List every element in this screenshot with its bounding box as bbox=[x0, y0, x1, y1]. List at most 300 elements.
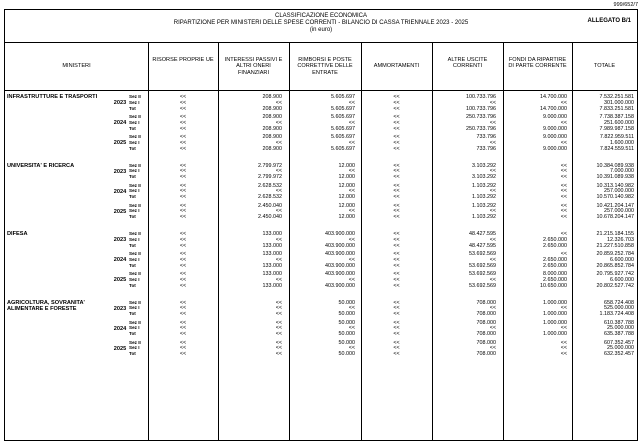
table-cell: << bbox=[179, 202, 187, 209]
row-type: Sez II bbox=[129, 231, 141, 236]
table-cell: << bbox=[393, 231, 400, 237]
table-cell: 403.900.000 bbox=[325, 231, 355, 237]
row-type: Sez I bbox=[129, 236, 140, 242]
table-cell: 12.000 bbox=[338, 174, 355, 181]
table-cell: 12.000 bbox=[338, 214, 355, 221]
table-cell: << bbox=[348, 99, 355, 106]
table-cell: 2.450.040 bbox=[258, 214, 282, 221]
ministry-name: DIFESA bbox=[7, 231, 28, 237]
table-cell: 133.000 bbox=[262, 262, 282, 269]
table-cell: << bbox=[179, 162, 187, 169]
table-cell: 607.352.457 bbox=[604, 339, 634, 346]
table-cell: << bbox=[560, 99, 567, 106]
table-cell: << bbox=[393, 299, 400, 306]
table-cell: << bbox=[179, 214, 187, 221]
table-cell: 1.103.292 bbox=[472, 214, 496, 221]
table-cell: << bbox=[393, 256, 400, 263]
table-cell: << bbox=[275, 339, 282, 346]
col-header-risorse: RISORSE PROPRIE UE bbox=[152, 57, 214, 63]
table-cell: << bbox=[179, 231, 187, 237]
table-cell: << bbox=[275, 351, 282, 358]
table-cell: << bbox=[560, 182, 567, 189]
table-cell: 10.650.000 bbox=[540, 282, 567, 289]
table-cell: << bbox=[489, 345, 496, 352]
table-cell: 208.900 bbox=[262, 125, 282, 132]
table-cell: << bbox=[560, 139, 567, 146]
row-type: Sez I bbox=[129, 168, 140, 174]
allegato-label: ALLEGATO B/1 bbox=[587, 18, 631, 24]
table-cell: << bbox=[393, 242, 400, 249]
table-cell: 9.000.000 bbox=[543, 134, 567, 140]
table-cell: 208.900 bbox=[262, 94, 282, 100]
table-cell: << bbox=[560, 119, 567, 126]
table-cell: 5.605.697 bbox=[331, 94, 355, 100]
table-cell: 53.692.569 bbox=[469, 271, 496, 277]
row-type: Tot bbox=[129, 262, 136, 268]
table-cell: 208.900 bbox=[262, 114, 282, 120]
table-cell: << bbox=[275, 188, 282, 195]
table-cell: << bbox=[489, 256, 496, 263]
table-cell: 708.000 bbox=[476, 339, 496, 346]
table-cell: 20.865.852.784 bbox=[596, 262, 634, 269]
table-cell: << bbox=[393, 271, 400, 277]
table-cell: 12.000 bbox=[338, 162, 355, 169]
table-cell: << bbox=[393, 174, 400, 181]
year-label: 2023 bbox=[113, 100, 127, 107]
table-cell: 5.605.697 bbox=[331, 125, 355, 132]
row-type: Tot bbox=[129, 194, 136, 200]
table-cell: 251.600.000 bbox=[604, 119, 634, 126]
table-cell: << bbox=[393, 139, 400, 146]
table-cell: << bbox=[179, 339, 187, 346]
table-cell: << bbox=[560, 194, 567, 201]
row-type: Sez II bbox=[129, 94, 141, 99]
table-cell: << bbox=[275, 276, 282, 283]
year-label: 2025 bbox=[113, 277, 127, 284]
table-cell: << bbox=[179, 114, 187, 120]
ministry-name: INFRASTRUTTURE E TRASPORTI bbox=[7, 94, 98, 100]
table-cell: << bbox=[179, 194, 187, 201]
table-cell: << bbox=[560, 351, 567, 358]
table-cell: 7.738.387.158 bbox=[599, 114, 634, 120]
table-cell: 733.796 bbox=[476, 134, 496, 140]
table-cell: << bbox=[179, 242, 187, 249]
row-type: Sez II bbox=[129, 114, 141, 119]
year-label: 2024 bbox=[113, 257, 127, 264]
table-cell: 20.859.252.784 bbox=[596, 251, 634, 257]
table-cell: << bbox=[393, 125, 400, 132]
table-cell: 53.692.569 bbox=[469, 282, 496, 289]
col-header-ministeri: MINISTERI bbox=[62, 63, 91, 70]
table-cell: 1.600.000 bbox=[610, 139, 634, 146]
table-cell: << bbox=[348, 256, 355, 263]
row-type: Sez I bbox=[129, 188, 140, 194]
col-header-ammortamenti: AMMORTAMENTI bbox=[373, 63, 420, 70]
table-cell: << bbox=[393, 202, 400, 209]
table-cell: 7.532.251.581 bbox=[599, 94, 634, 100]
table-cell: 10.384.089.938 bbox=[596, 162, 634, 169]
table-cell: << bbox=[393, 262, 400, 269]
table-cell: << bbox=[560, 339, 567, 346]
table-cell: 10.391.089.938 bbox=[596, 174, 634, 181]
table-cell: << bbox=[179, 305, 187, 312]
table-cell: << bbox=[179, 271, 187, 277]
table-cell: 1.000.000 bbox=[543, 311, 567, 318]
table-cell: << bbox=[393, 94, 400, 100]
table-cell: 100.733.796 bbox=[466, 94, 496, 100]
row-type: Sez II bbox=[129, 182, 141, 188]
table-cell: 708.000 bbox=[476, 351, 496, 358]
ministry-name: UNIVERSITA' E RICERCA bbox=[7, 162, 75, 169]
table-cell: 133.000 bbox=[262, 251, 282, 257]
table-cell: << bbox=[560, 188, 567, 195]
col-header-totale: TOTALE bbox=[593, 63, 616, 70]
table-cell: << bbox=[489, 99, 496, 106]
table-cell: << bbox=[489, 208, 496, 215]
table-cell: 632.352.457 bbox=[604, 351, 634, 358]
table-cell: 50.000 bbox=[338, 311, 355, 318]
row-type: Sez II bbox=[129, 319, 141, 325]
table-cell: << bbox=[275, 345, 282, 352]
table-cell: 3.103.292 bbox=[472, 174, 496, 181]
table-cell: 100.733.796 bbox=[466, 105, 496, 112]
table-cell: << bbox=[179, 99, 187, 106]
row-type: Sez I bbox=[129, 99, 140, 105]
table-cell: 8.000.000 bbox=[543, 271, 567, 277]
table-cell: 10.421.204.147 bbox=[596, 202, 634, 209]
row-type: Sez II bbox=[129, 299, 141, 305]
table-cell: << bbox=[179, 311, 187, 318]
table-cell: << bbox=[393, 114, 400, 120]
table-cell: << bbox=[489, 325, 496, 332]
table-cell: 2.799.972 bbox=[258, 162, 282, 169]
table-cell: 5.605.697 bbox=[331, 145, 355, 152]
table-cell: << bbox=[179, 251, 187, 257]
table-cell: << bbox=[393, 208, 400, 215]
table-cell: << bbox=[275, 99, 282, 106]
table-cell: << bbox=[348, 305, 355, 312]
year-label: 2024 bbox=[113, 188, 127, 195]
table-cell: << bbox=[393, 351, 400, 358]
table-cell: 1.103.292 bbox=[472, 202, 496, 209]
table-cell: 12.000 bbox=[338, 202, 355, 209]
table-cell: << bbox=[393, 339, 400, 346]
year-label: 2025 bbox=[113, 140, 127, 147]
table-cell: 48.427.595 bbox=[469, 242, 496, 249]
row-type: Sez I bbox=[129, 256, 140, 262]
table-cell: << bbox=[393, 251, 400, 257]
table-cell: 133.000 bbox=[262, 271, 282, 277]
table-cell: 133.000 bbox=[262, 242, 282, 249]
header-subtitle: RIPARTIZIONE PER MINISTERI DELLE SPESE CORRENTI - BILANCIO DI CASSA TRIENNALE 2023 - 2025 bbox=[173, 20, 469, 26]
table-cell: 2.628.532 bbox=[258, 182, 282, 189]
table-cell: 1.000.000 bbox=[543, 331, 567, 338]
row-type: Sez I bbox=[129, 345, 140, 351]
table-cell: << bbox=[393, 319, 400, 326]
row-type: Sez II bbox=[129, 271, 141, 276]
table-cell: << bbox=[393, 162, 400, 169]
table-cell: << bbox=[179, 139, 187, 146]
table-cell: 133.000 bbox=[262, 231, 282, 237]
year-label: 2025 bbox=[113, 345, 127, 352]
col-header-rimborsi: RIMBORSI E POSTE CORRETTIVE DELLE ENTRATE bbox=[297, 57, 353, 76]
table-cell: 257.000.000 bbox=[604, 208, 634, 215]
table-cell: << bbox=[560, 345, 567, 352]
table-cell: 3.103.292 bbox=[472, 162, 496, 169]
table-cell: 610.387.788 bbox=[604, 319, 634, 326]
table-cell: << bbox=[179, 174, 187, 181]
table-cell: << bbox=[179, 208, 187, 215]
table-cell: << bbox=[179, 262, 187, 269]
table-cell: << bbox=[179, 276, 187, 283]
table-cell: << bbox=[348, 276, 355, 283]
table-cell: 12.326.703 bbox=[607, 236, 634, 243]
table-cell: << bbox=[393, 282, 400, 289]
table-cell: << bbox=[179, 299, 187, 306]
table-cell: 12.000 bbox=[338, 194, 355, 201]
table-cell: 50.000 bbox=[338, 319, 355, 326]
header-bottom-rule bbox=[5, 90, 637, 91]
table-cell: << bbox=[560, 325, 567, 332]
row-type: Tot bbox=[129, 282, 136, 288]
table-cell: 301.000.000 bbox=[604, 99, 634, 106]
table-cell: 1.103.292 bbox=[472, 182, 496, 189]
table-cell: << bbox=[393, 99, 400, 106]
table-cell: << bbox=[489, 188, 496, 195]
row-type: Tot bbox=[129, 125, 136, 131]
row-type: Tot bbox=[129, 214, 136, 220]
table-cell: 708.000 bbox=[476, 319, 496, 326]
table-cell: << bbox=[489, 236, 496, 243]
table-cell: 6.600.000 bbox=[610, 276, 634, 283]
table-cell: << bbox=[560, 208, 567, 215]
table-cell: << bbox=[393, 194, 400, 201]
table-cell: 2.450.040 bbox=[258, 202, 282, 209]
table-cell: << bbox=[393, 311, 400, 318]
table-cell: 53.692.569 bbox=[469, 251, 496, 257]
table-cell: 1.183.724.408 bbox=[599, 311, 634, 318]
table-cell: << bbox=[393, 236, 400, 243]
table-cell: 6.600.000 bbox=[610, 256, 634, 263]
table-cell: 7.833.251.581 bbox=[599, 105, 634, 112]
table-cell: 403.900.000 bbox=[325, 251, 355, 257]
table-cell: << bbox=[275, 305, 282, 312]
table-cell: << bbox=[179, 236, 187, 243]
table-cell: 5.605.697 bbox=[331, 105, 355, 112]
table-cell: 5.605.697 bbox=[331, 134, 355, 140]
table-cell: 7.000.000 bbox=[610, 168, 634, 175]
table-cell: << bbox=[275, 325, 282, 332]
table-cell: << bbox=[179, 331, 187, 338]
table-cell: << bbox=[348, 168, 355, 175]
table-cell: << bbox=[179, 168, 187, 175]
col-header-altre: ALTRE USCITE CORRENTI bbox=[447, 57, 488, 70]
header-units: (in euro) bbox=[309, 27, 333, 33]
table-cell: 50.000 bbox=[338, 351, 355, 358]
table-cell: 133.000 bbox=[262, 282, 282, 289]
table-cell: << bbox=[179, 319, 187, 326]
table-cell: 635.387.788 bbox=[604, 331, 634, 338]
row-type: Sez I bbox=[129, 139, 140, 145]
table-cell: << bbox=[489, 305, 496, 312]
table-cell: 7.822.959.511 bbox=[599, 134, 634, 140]
table-cell: 10.313.140.982 bbox=[596, 182, 634, 189]
table-cell: 1.000.000 bbox=[543, 319, 567, 326]
table-cell: 2.650.000 bbox=[543, 242, 567, 249]
table-cell: << bbox=[393, 188, 400, 195]
table-cell: 10.678.204.147 bbox=[596, 214, 634, 221]
table-cell: << bbox=[560, 202, 567, 209]
table-cell: << bbox=[179, 145, 187, 152]
table-cell: 403.900.000 bbox=[325, 242, 355, 249]
table-cell: << bbox=[179, 256, 187, 263]
header-title: CLASSIFICAZIONE ECONOMICA bbox=[274, 13, 367, 19]
table-cell: 2.650.000 bbox=[543, 262, 567, 269]
table-cell: 14.700.000 bbox=[540, 105, 567, 112]
table-cell: << bbox=[489, 139, 496, 146]
table-cell: << bbox=[179, 134, 187, 140]
table-cell: 50.000 bbox=[338, 299, 355, 306]
table-cell: 5.605.697 bbox=[331, 114, 355, 120]
table-cell: 7.989.987.158 bbox=[599, 125, 634, 132]
table-cell: << bbox=[393, 182, 400, 189]
table-cell: << bbox=[489, 168, 496, 175]
col-header-interessi: INTERESSI PASSIVI E ALTRI ONERI FINANZIARI bbox=[224, 57, 283, 76]
row-type: Tot bbox=[129, 331, 136, 337]
table-cell: << bbox=[393, 119, 400, 126]
table-cell: 50.000 bbox=[338, 339, 355, 346]
table-cell: << bbox=[348, 119, 355, 126]
row-type: Sez I bbox=[129, 305, 140, 311]
table-cell: << bbox=[393, 325, 400, 332]
table-cell: 21.227.510.858 bbox=[596, 242, 634, 249]
table-cell: 733.796 bbox=[476, 145, 496, 152]
row-type: Sez I bbox=[129, 276, 140, 282]
table-cell: << bbox=[179, 182, 187, 189]
table-cell: << bbox=[560, 162, 567, 169]
ministry-name: AGRICOLTURA, SOVRANITA' ALIMENTARE E FORESTE bbox=[7, 299, 85, 312]
row-type: Sez I bbox=[129, 119, 140, 125]
row-type: Sez I bbox=[129, 208, 140, 214]
table-cell: 7.824.559.511 bbox=[599, 145, 634, 152]
table-cell: << bbox=[393, 214, 400, 221]
table-cell: 403.900.000 bbox=[325, 282, 355, 289]
table-cell: 21.215.184.155 bbox=[596, 231, 634, 237]
table-cell: << bbox=[393, 134, 400, 140]
row-type: Sez II bbox=[129, 339, 141, 345]
row-type: Sez II bbox=[129, 162, 141, 168]
table-cell: 50.000 bbox=[338, 331, 355, 338]
table-cell: << bbox=[179, 325, 187, 332]
table-cell: << bbox=[560, 305, 567, 312]
table-cell: 20.795.927.742 bbox=[596, 271, 634, 277]
table-cell: << bbox=[275, 299, 282, 306]
table-cell: << bbox=[348, 188, 355, 195]
year-label: 2023 bbox=[113, 305, 127, 312]
row-type: Tot bbox=[129, 145, 136, 151]
row-type: Tot bbox=[129, 311, 136, 317]
document-id: 999/652/7 bbox=[613, 2, 638, 8]
col-header-fondi: FONDI DA RIPARTIRE DI PARTE CORRENTE bbox=[508, 57, 567, 70]
table-cell: 9.000.000 bbox=[543, 125, 567, 132]
table-cell: << bbox=[393, 105, 400, 112]
table-cell: 208.900 bbox=[262, 105, 282, 112]
table-cell: << bbox=[489, 119, 496, 126]
table-cell: 403.900.000 bbox=[325, 271, 355, 277]
table-cell: << bbox=[179, 188, 187, 195]
table-cell: << bbox=[275, 319, 282, 326]
table-cell: << bbox=[275, 331, 282, 338]
table-cell: 250.733.796 bbox=[466, 125, 496, 132]
row-type: Sez II bbox=[129, 251, 141, 256]
table-cell: << bbox=[275, 139, 282, 146]
table-cell: 1.000.000 bbox=[543, 299, 567, 306]
table-cell: << bbox=[348, 325, 355, 332]
table-cell: << bbox=[179, 125, 187, 132]
table-cell: << bbox=[560, 168, 567, 175]
table-cell: 10.570.140.982 bbox=[596, 194, 634, 201]
table-cell: << bbox=[179, 351, 187, 358]
table-cell: 250.733.796 bbox=[466, 114, 496, 120]
table-cell: << bbox=[489, 276, 496, 283]
table-cell: << bbox=[275, 311, 282, 318]
table-cell: 2.628.532 bbox=[258, 194, 282, 201]
table-cell: << bbox=[179, 345, 187, 352]
year-label: 2023 bbox=[113, 237, 127, 244]
table-cell: << bbox=[275, 208, 282, 215]
table-cell: << bbox=[560, 231, 567, 237]
table-cell: << bbox=[348, 208, 355, 215]
table-cell: << bbox=[348, 345, 355, 352]
table-cell: 2.650.000 bbox=[543, 236, 567, 243]
year-label: 2023 bbox=[113, 168, 127, 175]
table-cell: 20.802.527.742 bbox=[596, 282, 634, 289]
row-type: Sez II bbox=[129, 202, 141, 208]
table-cell: << bbox=[348, 139, 355, 146]
table-cell: << bbox=[275, 236, 282, 243]
table-cell: 9.000.000 bbox=[543, 145, 567, 152]
table-cell: 658.724.408 bbox=[604, 299, 634, 306]
table-cell: << bbox=[275, 168, 282, 175]
table-cell: << bbox=[560, 174, 567, 181]
table-cell: << bbox=[275, 119, 282, 126]
budget-table bbox=[4, 9, 638, 441]
table-cell: << bbox=[393, 145, 400, 152]
table-cell: 25.000.000 bbox=[607, 345, 634, 352]
table-cell: << bbox=[393, 305, 400, 312]
table-cell: << bbox=[560, 214, 567, 221]
row-type: Tot bbox=[129, 174, 136, 180]
table-cell: << bbox=[393, 168, 400, 175]
table-cell: << bbox=[179, 119, 187, 126]
table-cell: << bbox=[393, 331, 400, 338]
row-type: Sez II bbox=[129, 134, 141, 139]
table-cell: 25.000.000 bbox=[607, 325, 634, 332]
table-cell: 1.103.292 bbox=[472, 194, 496, 201]
table-cell: << bbox=[179, 94, 187, 100]
table-cell: 2.799.972 bbox=[258, 174, 282, 181]
table-cell: 48.427.595 bbox=[469, 231, 496, 237]
table-cell: 14.700.000 bbox=[540, 94, 567, 100]
table-cell: 53.692.569 bbox=[469, 262, 496, 269]
table-cell: << bbox=[348, 236, 355, 243]
year-label: 2024 bbox=[113, 120, 127, 127]
table-cell: 525.000.000 bbox=[604, 305, 634, 312]
table-cell: 208.900 bbox=[262, 134, 282, 140]
row-type: Sez I bbox=[129, 325, 140, 331]
table-cell: << bbox=[393, 276, 400, 283]
year-label: 2024 bbox=[113, 325, 127, 332]
